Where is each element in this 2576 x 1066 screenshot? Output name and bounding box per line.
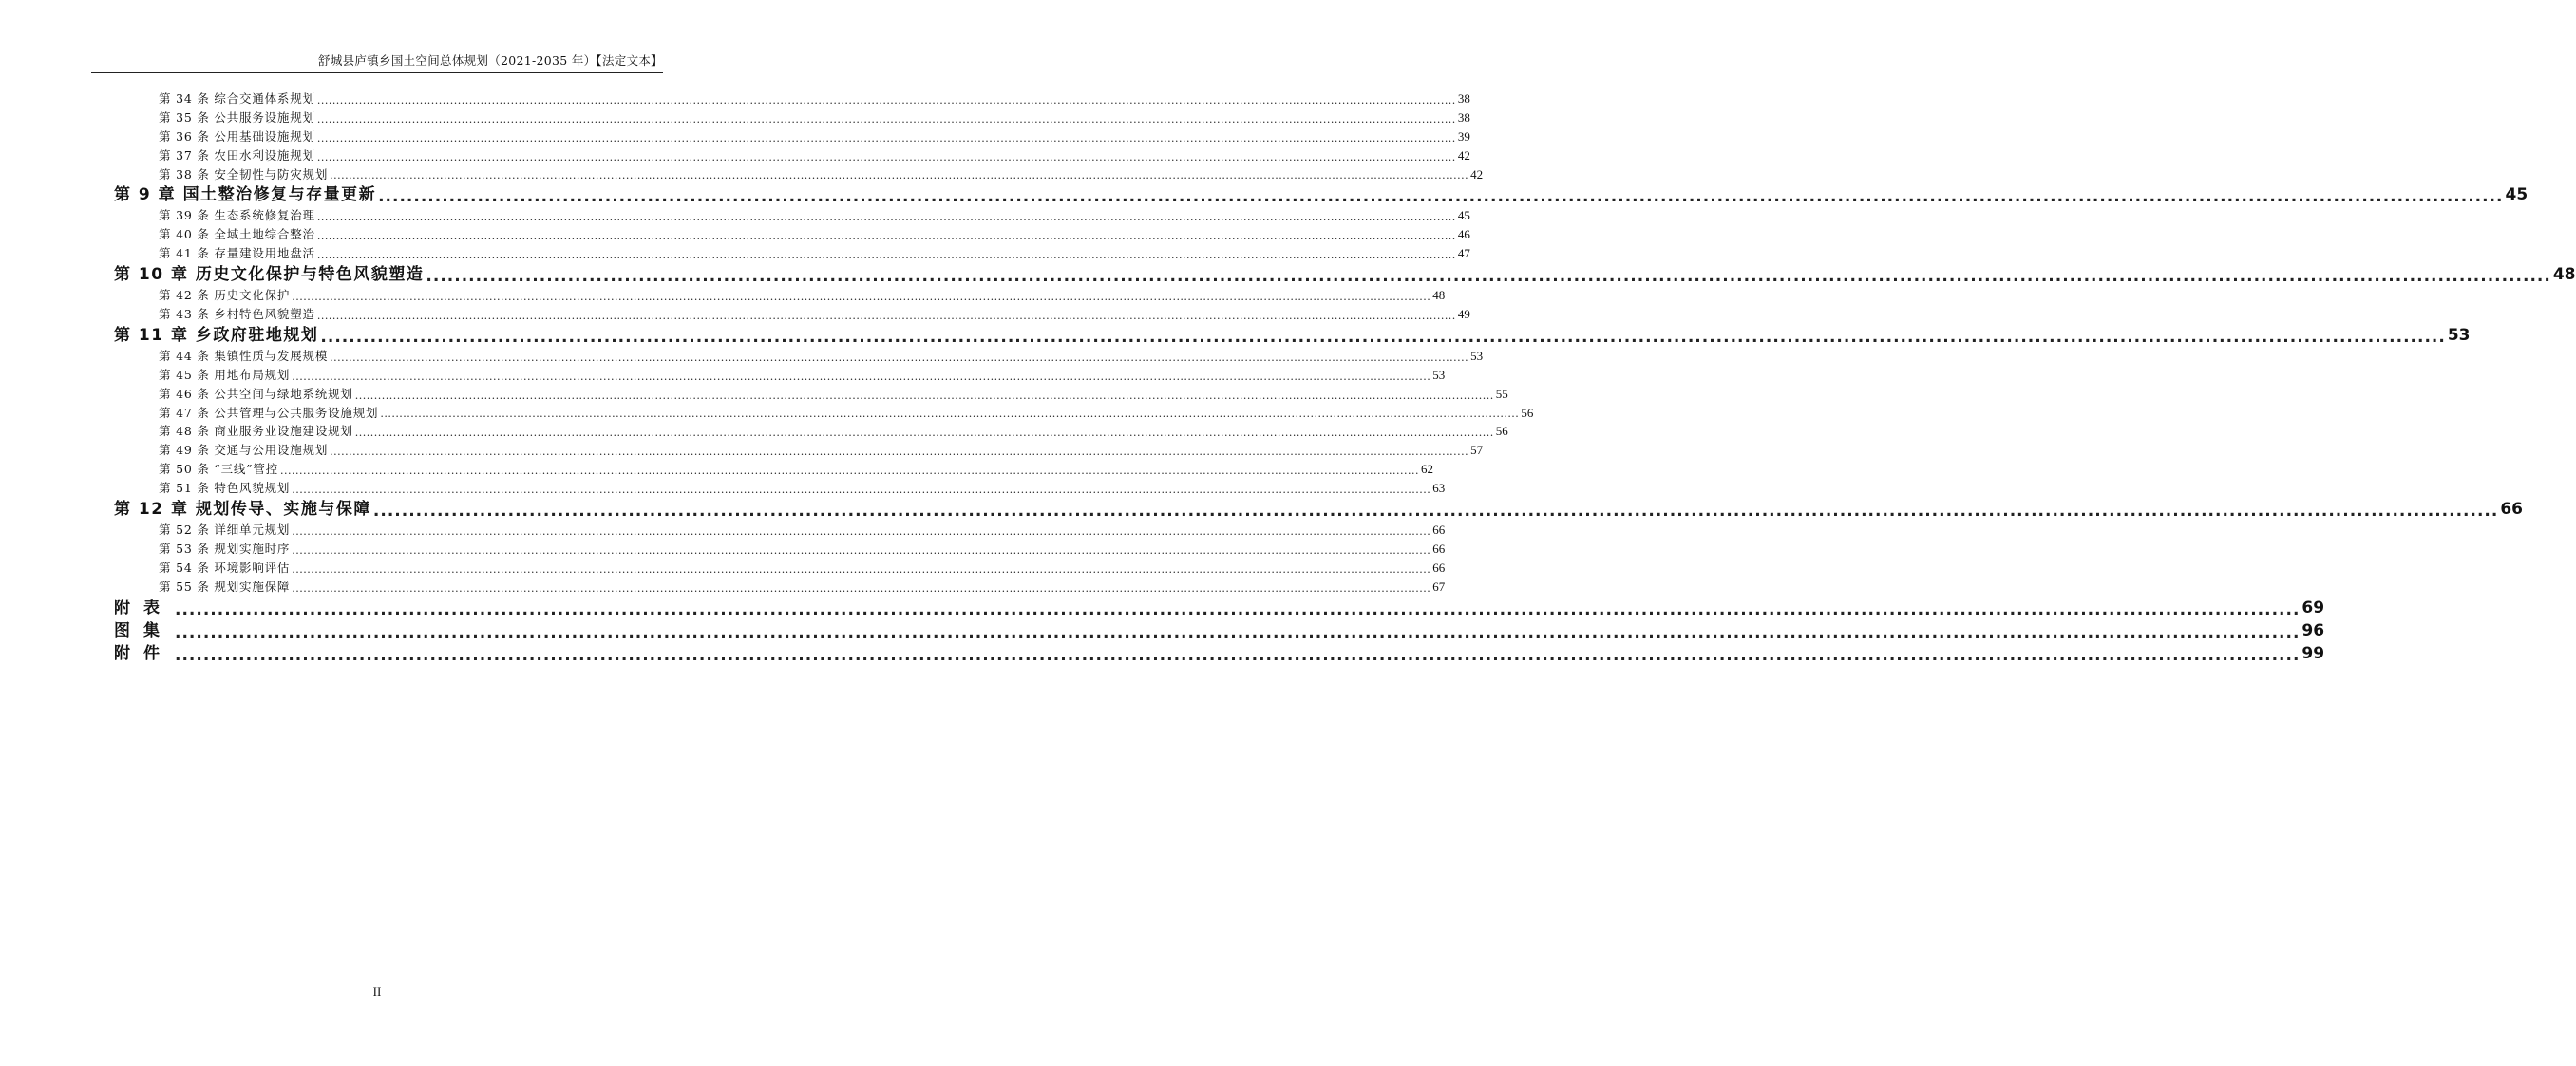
toc-annex-entry[interactable] [114,597,2325,619]
toc-entry-label: 第 41 条 存量建设用地盘活 [159,246,315,261]
toc-article-entry[interactable] [114,89,1470,108]
toc-chapter-entry[interactable] [114,263,2576,287]
toc-article-entry[interactable] [114,146,1470,165]
toc-entry-label: 第 48 条 商业服务业设施建设规划 [159,424,353,439]
toc-dot-leader: ............................................................................................................................................................................................................................................................................................................ [330,446,1469,459]
toc-dot-leader: ............................................................................................................................................................................................................................................................................................................ [316,211,1456,224]
toc-dot-leader: ............................................................................................................................................................................................................................................................................................................ [316,93,1456,106]
header-rule [91,72,663,73]
toc-entry-page: 96 [2301,620,2325,640]
toc-article-entry[interactable] [114,286,1446,305]
toc-entry-page: 57 [1470,443,1484,458]
toc-entry-label: 第 35 条 公共服务设施规划 [159,109,315,124]
toc-dot-leader: ............................................................................................................................................................................................................................................................................................................ [316,112,1456,125]
toc-entry-label: 第 39 条 生态系统修复治理 [159,208,315,223]
toc-article-entry[interactable] [114,559,1446,578]
toc-entry-label: 第 9 章 国土整治修复与存量更新 [114,185,377,205]
toc-entry-page: 46 [1457,227,1470,242]
toc-entry-label: 第 43 条 乡村特色风貌塑造 [159,307,315,321]
toc-entry-page: 45 [2505,185,2529,205]
toc-entry-page: 66 [1432,523,1446,538]
toc-article-entry[interactable] [114,108,1470,127]
toc-article-entry[interactable] [114,479,1446,498]
toc-dot-leader: ............................................................................................................................................................................................................................................................................................................ [292,524,1431,538]
toc-entry-page: 99 [2301,643,2325,663]
toc-article-entry[interactable] [114,165,1484,184]
toc-article-entry[interactable] [114,404,1534,423]
toc-dot-leader: ............................................................................................................................................................................................................................................................................................................ [330,351,1469,364]
toc-entry-label: 第 42 条 历史文化保护 [159,288,291,303]
toc-entry-page: 48 [1432,288,1446,303]
toc-dot-leader: ............................................................................................................................................................................................................................................................................................................ [316,131,1456,144]
toc-article-entry[interactable] [114,578,1446,597]
toc-dot-leader: ............................................................................................................................................................................................................................................................................................................ [292,543,1431,557]
toc-entry-label: 第 53 条 规划实施时序 [159,541,291,556]
toc-article-entry[interactable] [114,206,1470,225]
toc-entry-page: 47 [1457,246,1470,261]
toc-article-entry[interactable] [114,244,1470,263]
toc-dot-leader: ............................................................................................................................................................................................................................................................................................................ [316,150,1456,163]
toc-entry-page: 53 [2447,325,2471,345]
toc-entry-page: 42 [1470,166,1484,181]
toc-dot-leader: ............................................................................................................................................................................................................................................................................................................ [292,562,1431,576]
toc-article-entry[interactable] [114,305,1470,324]
toc-dot-leader: ............................................................................................................................................................................................................................................................................................................ [316,230,1456,243]
toc-entry-label: 第 11 章 乡政府驻地规划 [114,325,319,345]
toc-dot-leader: ............................................................................................................................................................................................................................................................................................................ [354,427,1494,440]
toc-article-entry[interactable] [114,441,1484,460]
toc-entry-label: 第 36 条 公用基础设施规划 [159,128,315,143]
toc-entry-label: 图集 [114,620,173,640]
toc-entry-page: 62 [1421,462,1433,477]
toc-chapter-entry[interactable] [114,498,2523,522]
toc-article-entry[interactable] [114,422,1508,441]
toc-dot-leader: ............................................................................................................................................................................................................................................................................................................ [320,327,2446,347]
toc-article-entry[interactable] [114,385,1508,404]
toc-entry-page: 49 [1457,307,1470,321]
toc-entry-page: 42 [1457,147,1470,162]
toc-article-entry[interactable] [114,460,1433,479]
page-number: II [372,984,382,999]
toc-entry-label: 第 12 章 规划传导、实施与保障 [114,500,371,520]
toc-entry-label: 第 38 条 安全韧性与防灾规划 [159,166,329,181]
toc-entry-page: 66 [2500,500,2523,520]
toc-article-entry[interactable] [114,521,1446,540]
toc-dot-leader: ............................................................................................................................................................................................................................................................................................................ [316,309,1456,322]
toc-dot-leader: ............................................................................................................................................................................................................................................................................................................ [175,600,2301,619]
toc-entry-label: 第 51 条 特色风貌规划 [159,481,291,496]
toc-entry-label: 附表 [114,598,173,618]
toc-article-entry[interactable] [114,540,1446,559]
toc-dot-leader: ............................................................................................................................................................................................................................................................................................................ [292,484,1431,497]
toc-entry-page: 38 [1457,109,1470,124]
toc-entry-page: 38 [1457,90,1470,105]
toc-entry-page: 48 [2552,265,2576,285]
toc-dot-leader: ............................................................................................................................................................................................................................................................................................................ [372,502,2499,522]
toc-entry-page: 66 [1432,541,1446,556]
toc-entry-label: 第 44 条 集镇性质与发展规模 [159,348,329,363]
toc-entry-page: 67 [1432,579,1446,594]
toc-article-entry[interactable] [114,127,1470,146]
toc-entry-page: 56 [1495,424,1508,439]
toc-chapter-entry[interactable] [114,183,2529,207]
toc-entry-label: 第 45 条 用地布局规划 [159,367,291,382]
toc-entry-label: 第 52 条 详细单元规划 [159,523,291,538]
toc-entry-label: 第 40 条 全域土地综合整治 [159,227,315,242]
toc-entry-label: 第 50 条 “三线”管控 [159,462,279,477]
toc-entry-page: 53 [1470,348,1484,363]
running-header: 舒城县庐镇乡国土空间总体规划（2021-2035 年）【法定文本】 [318,53,663,67]
toc-dot-leader: ............................................................................................................................................................................................................................................................................................................ [292,370,1431,383]
toc-entry-page: 56 [1521,405,1534,420]
toc-entry-label: 第 10 章 历史文化保护与特色风貌塑造 [114,265,425,285]
toc-article-entry[interactable] [114,347,1484,366]
toc-dot-leader: ............................................................................................................................................................................................................................................................................................................ [354,389,1494,402]
toc-entry-label: 附件 [114,643,173,663]
toc-article-entry[interactable] [114,366,1446,385]
toc-entry-label: 第 34 条 综合交通体系规划 [159,90,315,105]
toc-entry-label: 第 47 条 公共管理与公共服务设施规划 [159,405,379,420]
toc-dot-leader: ............................................................................................................................................................................................................................................................................................................ [330,169,1469,182]
toc-entry-label: 第 37 条 农田水利设施规划 [159,147,315,162]
toc-entry-page: 63 [1432,481,1446,496]
toc-annex-entry[interactable] [114,642,2325,665]
toc-dot-leader: ............................................................................................................................................................................................................................................................................................................ [292,581,1431,595]
toc-entry-label: 第 54 条 环境影响评估 [159,560,291,575]
toc-entry-label: 第 46 条 公共空间与绿地系统规划 [159,386,353,401]
toc-entry-page: 66 [1432,560,1446,575]
toc-entry-page: 45 [1457,208,1470,223]
toc-dot-leader: ............................................................................................................................................................................................................................................................................................................ [316,249,1456,262]
toc-annex-entry[interactable] [114,619,2325,642]
toc-dot-leader: ............................................................................................................................................................................................................................................................................................................ [378,187,2504,207]
toc-entry-label: 第 55 条 规划实施保障 [159,579,291,594]
toc-entry-label: 第 49 条 交通与公用设施规划 [159,443,329,458]
toc-dot-leader: ............................................................................................................................................................................................................................................................................................................ [380,408,1520,421]
toc-dot-leader: ............................................................................................................................................................................................................................................................................................................ [175,645,2301,665]
toc-chapter-entry[interactable] [114,324,2471,347]
toc-entry-page: 39 [1457,128,1470,143]
toc-dot-leader: ............................................................................................................................................................................................................................................................................................................ [292,291,1431,304]
table-of-contents [114,89,2576,665]
toc-article-entry[interactable] [114,225,1470,244]
toc-entry-page: 69 [2301,598,2325,618]
toc-dot-leader: ............................................................................................................................................................................................................................................................................................................ [280,465,1419,478]
toc-dot-leader: ............................................................................................................................................................................................................................................................................................................ [175,622,2301,642]
toc-entry-page: 53 [1432,367,1446,382]
toc-dot-leader: ............................................................................................................................................................................................................................................................................................................ [426,267,2551,287]
toc-entry-page: 55 [1495,386,1508,401]
